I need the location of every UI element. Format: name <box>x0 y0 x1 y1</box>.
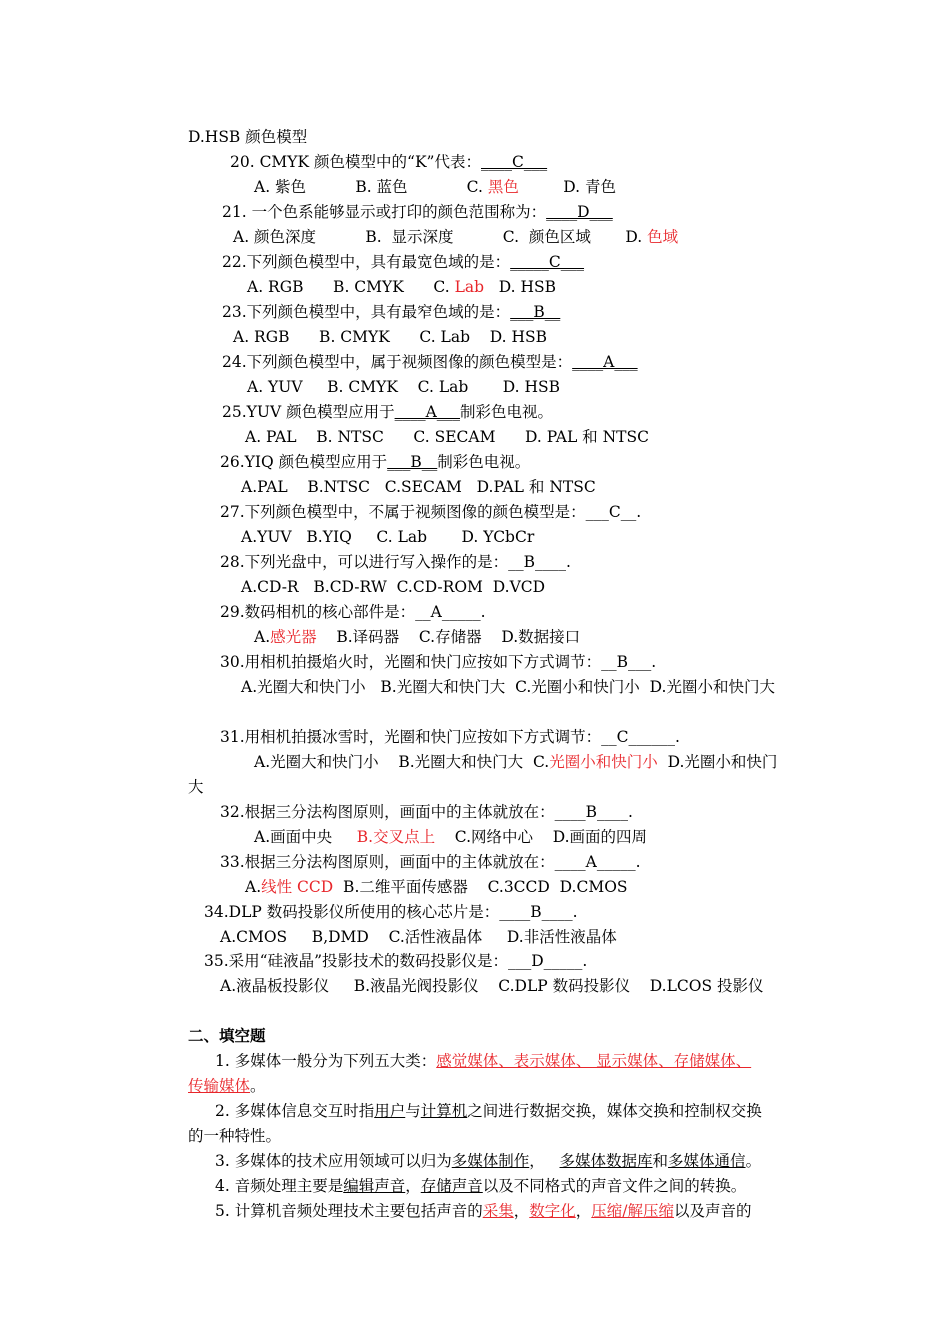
line-text: 35.采用“硅液晶”投影技术的数码投影仪是：___D_____. <box>204 952 588 970</box>
line-text: A. YUV B. CMYK C. Lab D. HSB <box>247 378 561 396</box>
line-text: 34.DLP 数码投影仪所使用的核心芯片是：____B____. <box>204 903 578 921</box>
text-line <box>222 402 553 422</box>
text-line <box>245 427 649 447</box>
line-text: A.CMOS B,DMD C.活性液晶体 D.非活性液晶体 <box>220 928 617 946</box>
answer-text: B.交叉点上 <box>356 828 436 846</box>
text-line <box>241 677 775 697</box>
text-line <box>204 951 587 971</box>
line-text: 28.下列光盘中，可以进行写入操作的是：__B____. <box>220 553 571 571</box>
line-text: A.画面中央 <box>254 828 357 846</box>
line-text: 26.YIQ 颜色模型应用于 <box>220 453 388 471</box>
line-text: 24.下列颜色模型中，属于视频图像的颜色模型是： <box>222 353 573 371</box>
line-text: 30.用相机拍摄焰火时，光圈和快门应按如下方式调节：__B___. <box>220 653 657 671</box>
underlined-text: ___B__ <box>510 303 561 321</box>
answer-text: 感光器 <box>270 628 317 646</box>
line-text: 22.下列颜色模型中，具有最宽色域的是： <box>222 253 511 271</box>
line-text: A. <box>245 878 262 896</box>
text-line <box>188 777 204 797</box>
line-text: A.液晶板投影仪 B.液晶光阀投影仪 C.DLP 数码投影仪 D.LCOS 投影仪 <box>220 977 764 995</box>
underlined-text: ____C___ <box>480 153 548 171</box>
line-text: A. <box>254 628 271 646</box>
line-text: A. RGB B. CMYK C. <box>247 278 455 296</box>
text-line <box>254 752 777 772</box>
line-text: 以及不同格式的声音文件之间的转换。 <box>482 1177 747 1195</box>
line-text: A.光圈大和快门小 B.光圈大和快门大 C. <box>254 753 550 771</box>
text-line <box>220 927 617 947</box>
line-text: A.光圈大和快门小 B.光圈大和快门大 C.光圈小和快门小 D.光圈小和快门大 <box>241 678 775 696</box>
text-line <box>247 277 556 297</box>
text-line <box>188 1076 266 1096</box>
text-line <box>215 1051 751 1071</box>
text-line <box>222 252 584 272</box>
text-line <box>241 577 545 597</box>
text-line <box>233 327 547 347</box>
text-line <box>254 627 580 647</box>
text-line <box>204 902 578 922</box>
text-line <box>222 352 638 372</box>
line-text: B.二维平面传感器 C.3CCD D.CMOS <box>333 878 628 896</box>
line-text: D. HSB <box>484 278 557 296</box>
underlined-text: 多媒体通信 <box>668 1152 746 1170</box>
line-text: A.CD-R B.CD-RW C.CD-ROM D.VCD <box>241 578 546 596</box>
answer-text: 传输媒体 <box>188 1077 251 1095</box>
line-text: B.译码器 C.存储器 D.数据接口 <box>316 628 581 646</box>
line-text: ， <box>513 1202 530 1220</box>
text-line <box>215 1101 762 1121</box>
underlined-text: 多媒体制作 <box>451 1152 530 1170</box>
text-line <box>215 1201 752 1221</box>
underlined-text: ____D___ <box>546 203 613 221</box>
line-text: ， <box>575 1202 592 1220</box>
text-line <box>220 502 641 522</box>
line-text: 的一种特性。 <box>188 1127 282 1145</box>
line-text: C.网络中心 D.画面的四周 <box>435 828 648 846</box>
section-heading <box>188 1026 266 1046</box>
answer-text: 采集 <box>482 1202 514 1220</box>
text-line <box>247 377 560 397</box>
underlined-text: ___B__ <box>387 453 438 471</box>
line-text: 制彩色电视。 <box>437 453 531 471</box>
answer-text: 光圈小和快门小 <box>549 753 658 771</box>
underlined-text: 计算机 <box>420 1102 468 1120</box>
text-line <box>245 877 628 897</box>
text-line <box>220 652 656 672</box>
line-text: 1. 多媒体一般分为下列五大类： <box>215 1052 437 1070</box>
text-line <box>220 452 530 472</box>
underlined-text: 编辑声音 <box>343 1177 406 1195</box>
line-text: A. 颜色深度 B. 显示深度 C. 颜色区域 D. <box>233 228 648 246</box>
underlined-text: _____C___ <box>510 253 585 271</box>
answer-text: Lab <box>454 278 485 296</box>
line-text: 大 <box>188 778 204 796</box>
line-text: 和 <box>652 1152 669 1170</box>
text-line <box>215 1176 746 1196</box>
line-text: 25.YUV 颜色模型应用于 <box>222 403 395 421</box>
text-line <box>241 527 534 547</box>
text-line <box>215 1151 761 1171</box>
text-line <box>241 477 596 497</box>
text-line <box>222 302 560 322</box>
line-text: ， <box>405 1177 421 1195</box>
line-text: A.PAL B.NTSC C.SECAM D.PAL 和 NTSC <box>241 478 596 496</box>
text-line <box>220 552 571 572</box>
text-line <box>220 727 680 747</box>
line-text: D.光圈小和快门 <box>657 753 778 771</box>
line-text: 2. 多媒体信息交互时指 <box>215 1102 375 1120</box>
underlined-text: 用户 <box>374 1102 406 1120</box>
text-line <box>220 602 486 622</box>
underlined-text: ____A___ <box>394 403 461 421</box>
text-line <box>254 177 616 197</box>
line-text: 5. 计算机音频处理技术主要包括声音的 <box>215 1202 483 1220</box>
text-line <box>220 976 764 996</box>
text-line <box>233 227 678 247</box>
answer-text: 数字化 <box>529 1202 576 1220</box>
line-text: A. RGB B. CMYK C. Lab D. HSB <box>233 328 547 346</box>
line-text: 。 <box>250 1077 266 1095</box>
text-line <box>254 827 647 847</box>
text-line <box>220 802 633 822</box>
text-line <box>188 127 307 147</box>
line-text: 32.根据三分法构图原则，画面中的主体就放在：____B____. <box>220 803 633 821</box>
text-line <box>188 1126 281 1146</box>
line-text: A. 紫色 B. 蓝色 C. <box>254 178 488 196</box>
line-text: D. 青色 <box>518 178 616 196</box>
answer-text: 色域 <box>647 228 679 246</box>
line-text: 。 <box>745 1152 762 1170</box>
line-text: 以及声音的 <box>674 1202 752 1220</box>
line-text: 20. CMYK 颜色模型中的“K”代表： <box>230 153 481 171</box>
underlined-text: ____A___ <box>572 353 638 371</box>
answer-text: 黑色 <box>487 178 519 196</box>
text-line <box>230 152 547 172</box>
line-text: A.YUV B.YIQ C. Lab D. YCbCr <box>241 528 535 546</box>
line-text: 27.下列颜色模型中，不属于视频图像的颜色模型是：___C__. <box>220 503 642 521</box>
answer-text: 压缩/解压缩 <box>591 1202 675 1220</box>
line-text: 3. 多媒体的技术应用领域可以归为 <box>215 1152 452 1170</box>
underlined-text: 存储声音 <box>420 1177 483 1195</box>
line-text: 21. 一个色系能够显示或打印的颜色范围称为： <box>222 203 547 221</box>
line-text: 4. 音频处理主要是 <box>215 1177 344 1195</box>
line-text: 二、填空题 <box>188 1027 266 1045</box>
line-text: 33.根据三分法构图原则，画面中的主体就放在：____A_____. <box>220 853 641 871</box>
line-text: 与 <box>405 1102 421 1120</box>
answer-text: 线性 CCD <box>261 878 334 896</box>
line-text: D.HSB 颜色模型 <box>188 128 308 146</box>
line-text: 制彩色电视。 <box>460 403 554 421</box>
line-text: 23.下列颜色模型中，具有最窄色域的是： <box>222 303 511 321</box>
line-text: 31.用相机拍摄冰雪时，光圈和快门应按如下方式调节：__C______. <box>220 728 680 746</box>
line-text: 29.数码相机的核心部件是：__A_____. <box>220 603 486 621</box>
text-line <box>222 202 613 222</box>
line-text: 之间进行数据交换，媒体交换和控制权交换 <box>467 1102 762 1120</box>
text-line <box>220 852 641 872</box>
line-text: ， <box>529 1152 560 1170</box>
underlined-text: 多媒体数据库 <box>559 1152 653 1170</box>
answer-text: 感觉媒体、表示媒体、 显示媒体、存储媒体、 <box>436 1052 752 1070</box>
line-text: A. PAL B. NTSC C. SECAM D. PAL 和 NTSC <box>245 428 649 446</box>
